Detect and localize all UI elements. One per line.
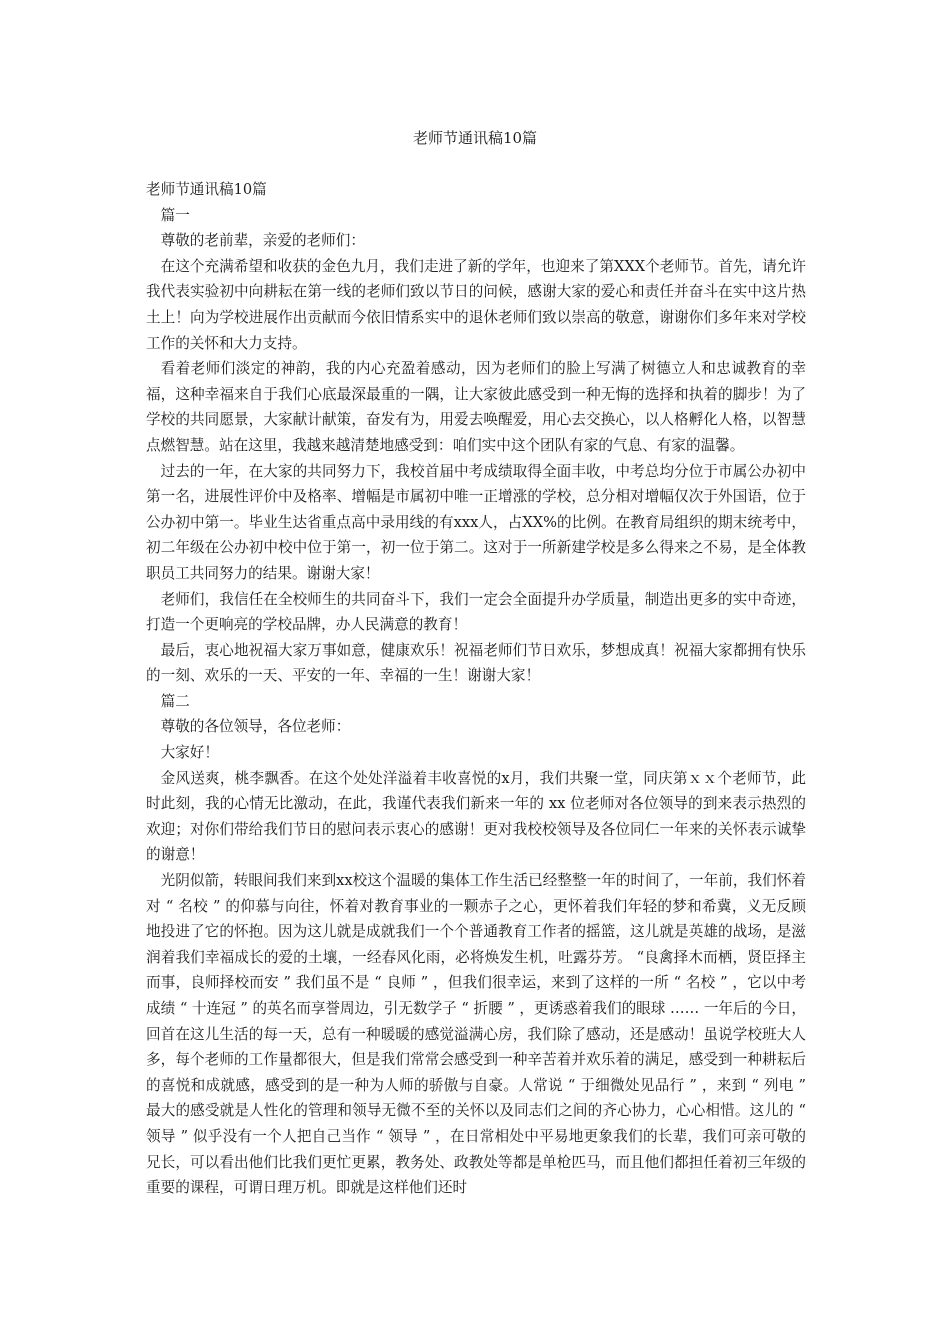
paragraph: 最后，衷心地祝福大家万事如意，健康欢乐！祝福老师们节日欢乐，梦想成真！祝福大家都拥有快乐的一刻、欢乐的一天、平安的一年、幸福的一生！谢谢大家！ <box>146 641 806 685</box>
paragraph: 老师们，我信任在全校师生的共同奋斗下，我们一定会全面提升办学质量，制造出更多的实中奇迹，打造一个更响亮的学校品牌，办人民满意的教育！ <box>146 590 806 634</box>
section-heading-1: 篇一 <box>160 206 190 224</box>
paragraph: 金风送爽，桃李飘香。在这个处处洋溢着丰收喜悦的x月，我们共聚一堂，同庆第ｘｘ个老师节，此时此刻，我的心情无比激动，在此，我谨代表我们新来一年的 xx 位老师对各位领导的到来表示热烈的欢迎；对你们带给我们节日的慰问表示衷心的感谢！更对我校校领导及各位同仁一年来的关怀表示诚挚的谢意！ <box>146 769 806 864</box>
document-subtitle: 老师节通讯稿10篇 <box>146 181 267 198</box>
document-body <box>146 177 806 1201</box>
section-heading-2: 篇二 <box>160 692 190 710</box>
paragraph: 看着老师们淡定的神韵，我的内心充盈着感动，因为老师们的脸上写满了树德立人和忠诚教育的幸福，这种幸福来自于我们心底最深最重的一隅，让大家彼此感受到一种无悔的选择和执着的脚步！为了学校的共同愿景，大家献计献策，奋发有为，用爱去唤醒爱，用心去交换心，以人格孵化人格，以智慧点燃智慧。站在这里，我越来越清楚地感受到：咱们实中这个团队有家的气息、有家的温馨。 <box>146 360 806 454</box>
greeting: 大家好！ <box>160 744 219 762</box>
salutation-2: 尊敬的各位领导，各位老师： <box>160 718 351 736</box>
paragraph: 光阴似箭，转眼间我们来到xx校这个温暖的集体工作生活已经整整一年的时间了，一年前，我们怀着对 “ 名校 ” 的仰慕与向往，怀着对教育事业的一颗赤子之心，更怀着我们年轻的梦和希冀，义无反顾地投进了它的怀抱。因为这儿就是成就我们一个个普通教育工作者的摇篮，这儿就是英雄的战场，是滋润着我们幸福成长的爱的土壤，一经春风化雨，必将焕发生机，吐露芬芳。 “良禽择木而栖，贤臣择主而事，良师择校而安 ” 我们虽不是 “ 良师 ” ，但我们很幸运，来到了这样的一所 “ 名校 ” ，它以中考成绩 “ 十连冠 ” 的英名而享誉周边，引无数学子 “ 折腰 ” ，更诱惑着我们的眼球 …… 一年后的今日，回首在这儿生活的每一天，总有一种暖暖的感觉溢满心房，我们除了感动，还是感动！虽说学校班大人多，每个老师的工作量都很大，但是我们常常会感受到一种辛苦着并欢乐着的满足，感受到一种耕耘后的喜悦和成就感，感受到的是一种为人师的骄傲与自豪。人常说 “ 于细微处见品行 ” ，来到 “ 列电 ” 最大的感受就是人性化的管理和领导无微不至的关怀以及同志们之间的齐心协力，心心相惜。这儿的 “ 领导 ” 似乎没有一个人把自己当作 “ 领导 ” ，在日常相处中平易地更象我们的长辈，我们可亲可敬的兄长，可以看出他们比我们更忙更累，教务处、政教处等都是单枪匹马，而且他们都担任着初三年级的重要的课程，可谓日理万机。即就是这样他们还时 <box>146 872 806 1197</box>
salutation-1: 尊敬的老前辈，亲爱的老师们： <box>160 232 365 250</box>
paragraph: 过去的一年，在大家的共同努力下，我校首届中考成绩取得全面丰收，中考总均分位于市属公办初中第一名，进展性评价中及格率、增幅是市属初中唯一正增涨的学校，总分相对增幅仅次于外国语，位于公办初中第一。毕业生达省重点高中录用线的有xxx人，占XX%的比例。在教育局组织的期末统考中，初二年级在公办初中校中位于第一，初一位于第二。这对于一所新建学校是多么得来之不易，是全体教职员工共同努力的结果。谢谢大家！ <box>146 462 806 582</box>
document-title: 老师节通讯稿10篇 <box>412 129 538 147</box>
paragraph: 在这个充满希望和收获的金色九月，我们走进了新的学年，也迎来了第XXX个老师节。首先，请允许我代表实验初中向耕耘在第一线的老师们致以节日的问候，感谢大家的爱心和责任并奋斗在实中这片热土上！向为学校进展作出贡献而今依旧情系实中的退休老师们致以崇高的敬意，谢谢你们多年来对学校工作的关怀和大力支持。 <box>146 257 806 352</box>
